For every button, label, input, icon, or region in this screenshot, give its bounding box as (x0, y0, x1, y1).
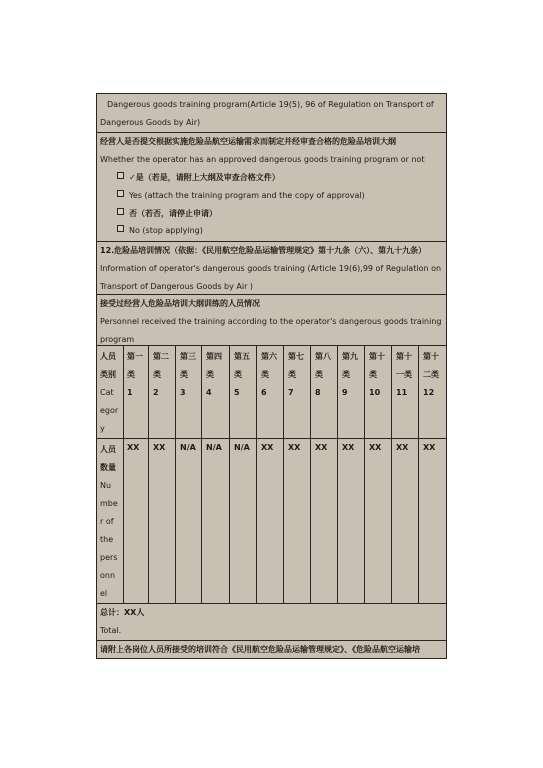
option-yes-en[interactable] (117, 187, 365, 205)
category-cell-1 (127, 348, 143, 402)
question-zh: 经营人是否提交根据实施危险品航空运输需求而制定并经审查合格的危险品培训大纲 (100, 137, 396, 146)
count-label-en-6: el (100, 589, 108, 598)
count-cell-11: XX (396, 443, 409, 452)
count-cell-1: XX (127, 443, 140, 452)
col-divider (256, 346, 257, 604)
count-cell-4: N/A (206, 443, 222, 452)
option-no-en-label: No (stop applying) (129, 226, 203, 235)
category-4-num: 4 (206, 388, 212, 397)
category-8-zh1: 第八 (315, 352, 331, 361)
approval-question-section (97, 132, 446, 234)
category-12-zh1: 第十 (423, 352, 439, 361)
category-6-zh2: 类 (261, 370, 269, 379)
training-table (97, 345, 446, 604)
category-11-zh2: 一类 (396, 370, 412, 379)
footer-section (97, 640, 446, 659)
category-1-zh1: 第一 (127, 352, 143, 361)
personnel-section (97, 294, 446, 348)
category-2-num: 2 (153, 388, 159, 397)
count-cell-8: XX (315, 443, 328, 452)
count-label-zh2: 数量 (100, 463, 116, 472)
category-7-num: 7 (288, 388, 294, 397)
category-7-zh2: 类 (288, 370, 296, 379)
category-10-zh2: 类 (369, 370, 377, 379)
category-8-zh2: 类 (315, 370, 323, 379)
option-no-en-row (97, 222, 446, 240)
checkbox-icon[interactable] (117, 190, 124, 197)
category-6-zh1: 第六 (261, 352, 277, 361)
category-10-num: 10 (369, 388, 381, 397)
count-label-en-2: r of (100, 517, 114, 526)
category-cell-4 (206, 348, 222, 402)
category-9-zh1: 第九 (342, 352, 358, 361)
category-cell-8 (315, 348, 331, 402)
section-12-en-2: Transport of Dangerous Goods by Air ) (100, 282, 254, 291)
count-label-en-0: Nu (100, 481, 112, 490)
col-divider (418, 346, 419, 604)
category-3-zh1: 第三 (180, 352, 196, 361)
count-cell-6: XX (261, 443, 274, 452)
category-6-num: 6 (261, 388, 267, 397)
section-12-en-1: Information of operator's dangerous goods training (Article 19(6),99 of Regulation on (100, 264, 442, 273)
footer-note: 请附上各岗位人员所接受的培训符合《民用航空危险品运输管理规定》、《危险品航空运输培 (100, 645, 420, 654)
col-divider (283, 346, 284, 604)
option-no-zh-label: 否（若否，请停止申请） (129, 209, 217, 218)
section-12 (97, 241, 446, 296)
category-12-zh2: 二类 (423, 370, 439, 379)
category-5-num: 5 (234, 388, 240, 397)
category-9-zh2: 类 (342, 370, 350, 379)
category-cell-12 (423, 348, 439, 402)
category-11-zh1: 第十 (396, 352, 412, 361)
category-5-zh2: 类 (234, 370, 242, 379)
checkbox-icon[interactable] (117, 208, 124, 215)
category-10-zh1: 第十 (369, 352, 385, 361)
count-label (100, 441, 118, 603)
option-no-en[interactable] (117, 222, 203, 240)
col-divider (201, 346, 202, 604)
category-7-zh1: 第七 (288, 352, 304, 361)
category-3-num: 3 (180, 388, 186, 397)
category-8-num: 8 (315, 388, 321, 397)
category-cell-11 (396, 348, 412, 402)
category-cell-3 (180, 348, 196, 402)
option-yes-zh-label: ✓是（若是，请附上大纲及审查合格文件） (129, 173, 280, 182)
section-12-zh: 12.危险品培训情况（依据：《民用航空危险品运输管理规定》第十九条（六）、第九十九条） (100, 246, 427, 255)
category-2-zh2: 类 (153, 370, 161, 379)
count-cell-12: XX (423, 443, 436, 452)
col-divider (123, 346, 124, 604)
category-11-num: 11 (396, 388, 408, 397)
col-divider (391, 346, 392, 604)
category-cell-7 (288, 348, 304, 402)
count-cell-9: XX (342, 443, 355, 452)
checkbox-icon[interactable] (117, 172, 124, 179)
category-label-zh2: 类别 (100, 370, 116, 379)
col-divider (310, 346, 311, 604)
checkbox-icon[interactable] (117, 225, 124, 232)
count-label-en-4: pers (100, 553, 118, 562)
option-yes-zh[interactable] (117, 169, 280, 187)
title-line-2: Dangerous Goods by Air) (100, 118, 201, 127)
category-12-num: 12 (423, 388, 435, 397)
count-label-en-1: mbe (100, 499, 118, 508)
category-cell-10 (369, 348, 385, 402)
total-section (97, 603, 446, 641)
category-label (100, 348, 118, 438)
category-label-en-2: y (100, 424, 105, 433)
category-4-zh2: 类 (206, 370, 214, 379)
count-cell-10: XX (369, 443, 382, 452)
category-5-zh1: 第五 (234, 352, 250, 361)
training-form (96, 93, 447, 659)
count-cell-5: N/A (234, 443, 250, 452)
col-divider (364, 346, 365, 604)
category-label-zh1: 人员 (100, 352, 116, 361)
category-label-en-0: Cat (100, 388, 114, 397)
count-cell-3: N/A (180, 443, 196, 452)
col-divider (148, 346, 149, 604)
count-label-zh1: 人员 (100, 445, 116, 454)
count-label-en-3: the (100, 535, 114, 544)
category-cell-6 (261, 348, 277, 402)
category-2-zh1: 第二 (153, 352, 169, 361)
category-cell-9 (342, 348, 358, 402)
category-cell-2 (153, 348, 169, 402)
count-cell-7: XX (288, 443, 301, 452)
col-divider (337, 346, 338, 604)
count-label-en-5: onn (100, 571, 116, 580)
col-divider (175, 346, 176, 604)
category-cell-5 (234, 348, 250, 402)
total-en: Total. (100, 626, 122, 635)
option-no-zh[interactable] (117, 205, 217, 223)
option-yes-en-label: Yes (attach the training program and the copy of approval) (129, 191, 365, 200)
col-divider (229, 346, 230, 604)
personnel-en-1: Personnel received the training according to the operator's dangerous goods training (100, 317, 442, 326)
category-label-en-1: egor (100, 406, 119, 415)
title-line-1: Dangerous goods training program(Article 19(5), 96 of Regulation on Transport of (107, 100, 434, 109)
personnel-zh: 接受过经营人危险品培训大纲训练的人员情况 (100, 299, 260, 308)
total-zh: 总计：XX人 (100, 608, 145, 617)
category-1-zh2: 类 (127, 370, 135, 379)
category-1-num: 1 (127, 388, 133, 397)
question-en: Whether the operator has an approved dangerous goods training program or not (100, 155, 425, 164)
count-cell-2: XX (153, 443, 166, 452)
category-4-zh1: 第四 (206, 352, 222, 361)
personnel-en-2: program (100, 335, 135, 344)
title-section (97, 94, 446, 132)
category-3-zh2: 类 (180, 370, 188, 379)
category-9-num: 9 (342, 388, 348, 397)
